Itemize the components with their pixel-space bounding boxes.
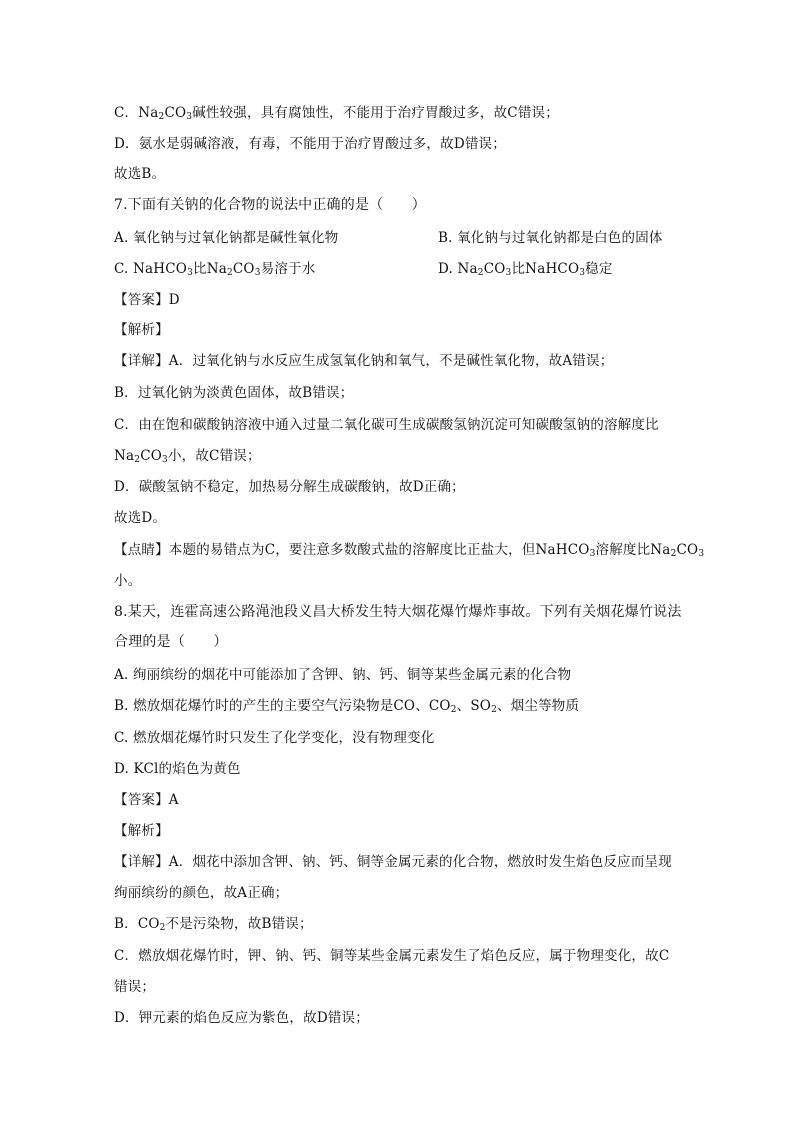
q7-option-d: D. $Na_2CO_3$比NaHCO$_3$稳定 [438,261,613,278]
q8-answer: 【答案】A [114,792,179,808]
q7-conclusion: 故选D。 [114,510,167,526]
q7-tip-line2: 小。 [114,573,142,589]
q8-option-c: C. 燃放烟花爆竹时只发生了化学变化，没有物理变化 [114,730,435,746]
q7-answer: 【答案】D [114,292,180,308]
q6-conclusion: 故选B。 [114,166,166,182]
q8-analysis-label: 【解析】 [114,823,169,839]
q7-detail-b: B．过氧化钠为淡黄色固体，故B错误； [114,385,354,401]
q8-detail-c-line2: 错误； [114,979,156,995]
q7-option-a: A. 氧化钠与过氧化钠都是碱性氧化物 [114,230,339,246]
q7-option-c: C. NaHCO$_3$比$Na_2CO_3$易溶于水 [114,261,316,278]
q8-stem-line2: 合理的是（ ） [114,634,228,650]
q8-detail-d: D．钾元素的焰色反应为紫色，故D错误； [114,1010,369,1026]
q8-stem-line1: 8.某天，连霍高速公路渑池段义昌大桥发生特大烟花爆竹爆炸事故。下列有关烟花爆竹说法 [114,604,682,620]
q8-option-b: B. 燃放烟花爆竹时的产生的主要空气污染物是CO、$CO_2$、$SO_2$、烟尘等物质 [114,698,580,715]
q8-detail-b: B．$CO_2$不是污染物，故B错误； [114,916,313,933]
q6-option-d-explanation: D．氨水是弱碱溶液，有毒，不能用于治疗胃酸过多，故D错误； [114,136,506,152]
q7-analysis-label: 【解析】 [114,322,169,338]
q8-detail-a-line2: 绚丽缤纷的颜色，故A正确； [114,885,289,901]
q8-detail-a-line1: 【详解】A．烟花中添加含钾、钠、钙、铜等金属元素的化合物，燃放时发生焰色反应而呈现 [114,854,672,870]
q7-detail-c-line2: $Na_2CO_3$小，故C错误； [114,448,261,465]
q8-option-d: D. KCl的焰色为黄色 [114,761,241,777]
q7-detail-c-line1: C．由在饱和碳酸钠溶液中通入过量二氧化碳可生成碳酸氢钠沉淀可知碳酸氢钠的溶解度比 [114,417,659,433]
q7-detail-a: 【详解】A．过氧化钠与水反应生成氢氧化钠和氧气，不是碱性氧化物，故A错误； [114,353,614,369]
q8-option-a: A. 绚丽缤纷的烟花中可能添加了含钾、钠、钙、铜等某些金属元素的化合物 [114,667,572,683]
q7-detail-d: D．碳酸氢钠不稳定，加热易分解生成碳酸钠，故D正确； [114,479,465,495]
q7-option-b: B. 氧化钠与过氧化钠都是白色的固体 [438,230,663,246]
q6-option-c-explanation: C．$Na_2CO_3$碱性较强，具有腐蚀性，不能用于治疗胃酸过多，故C错误； [114,105,559,122]
q7-stem: 7.下面有关钠的化合物的说法中正确的是（ ） [114,197,426,213]
q7-tip-line1: 【点睛】本题的易错点为C，要注意多数酸式盐的溶解度比正盐大，但NaHCO$_3$溶解度比$Na_2CO_3$ [114,542,705,559]
q8-detail-c-line1: C．燃放烟花爆竹时，钾、钠、钙、铜等某些金属元素发生了焰色反应，属于物理变化，故C [114,948,670,964]
